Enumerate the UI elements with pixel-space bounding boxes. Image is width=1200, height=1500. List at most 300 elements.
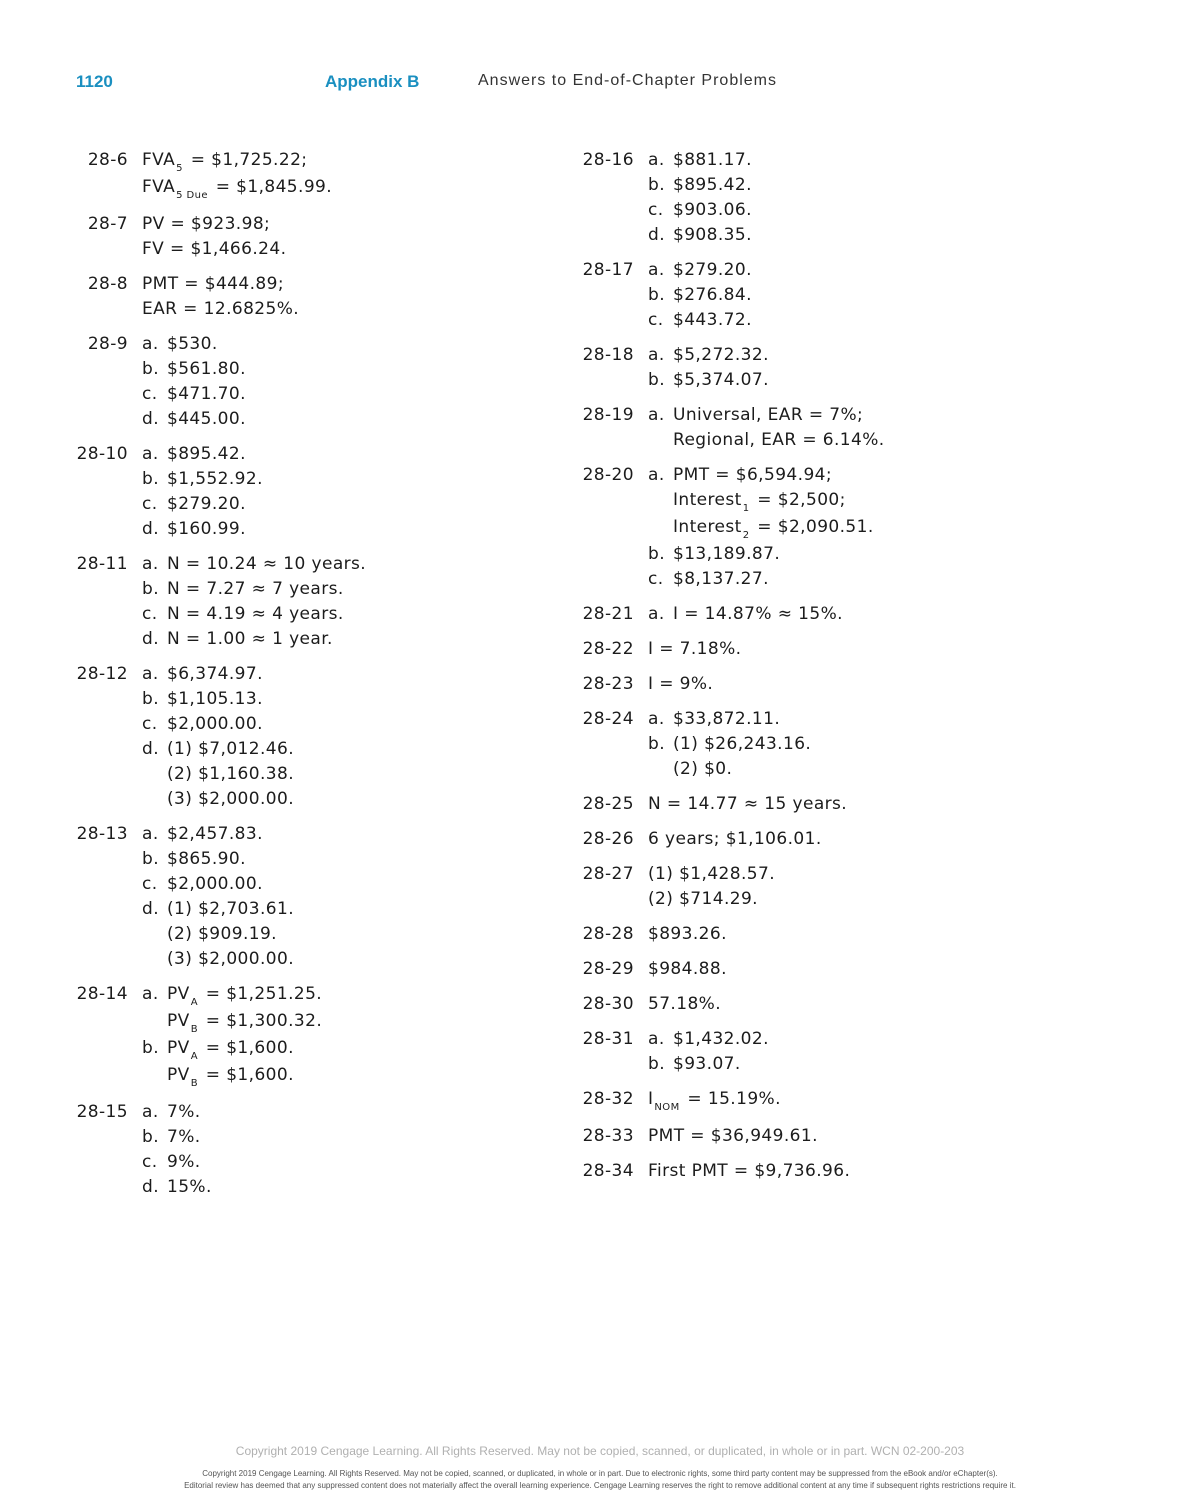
part-label: a. bbox=[648, 709, 665, 729]
text-fragment: (2) $714.29. bbox=[648, 889, 758, 909]
answer-line bbox=[648, 1124, 818, 1149]
answer-text bbox=[673, 258, 752, 283]
problem-number: 28-20 bbox=[582, 465, 634, 485]
answer-line bbox=[648, 308, 752, 333]
problem-answer bbox=[566, 1124, 1126, 1149]
problem-answer bbox=[566, 792, 1126, 817]
answer-body bbox=[128, 212, 286, 262]
part-label bbox=[142, 922, 167, 947]
answer-body bbox=[634, 343, 769, 393]
part-label: a. bbox=[648, 150, 665, 170]
answer-text bbox=[167, 382, 246, 407]
answer-body bbox=[128, 332, 246, 432]
answer-text bbox=[142, 148, 307, 175]
problem-answer bbox=[566, 403, 1126, 453]
answer-line bbox=[648, 792, 847, 817]
answer-line bbox=[142, 1009, 322, 1036]
text-fragment: PV = $923.98; bbox=[142, 214, 271, 234]
answer-text bbox=[673, 148, 752, 173]
answer-text bbox=[648, 792, 847, 817]
answer-line bbox=[648, 1159, 850, 1184]
text-fragment: $471.70. bbox=[167, 384, 246, 404]
answer-body bbox=[634, 827, 822, 852]
answer-line bbox=[648, 1087, 781, 1114]
answer-line bbox=[142, 492, 263, 517]
answer-body bbox=[634, 258, 752, 333]
part-label bbox=[142, 787, 167, 812]
problem-number: 28-7 bbox=[87, 214, 128, 234]
answer-text bbox=[142, 237, 286, 262]
problem-answer bbox=[60, 148, 530, 202]
answer-line bbox=[142, 1150, 212, 1175]
answer-line bbox=[648, 922, 727, 947]
problem-number: 28-18 bbox=[582, 345, 634, 365]
part-label: b. bbox=[142, 849, 159, 869]
part-label: a. bbox=[142, 334, 159, 354]
answer-line bbox=[142, 357, 246, 382]
answer-line bbox=[648, 637, 741, 662]
answer-text bbox=[167, 467, 263, 492]
answer-body bbox=[634, 1159, 850, 1184]
text-fragment: I = 9%. bbox=[648, 674, 714, 694]
subscript: NOM bbox=[654, 1102, 680, 1113]
text-fragment: 6 years; $1,106.01. bbox=[648, 829, 822, 849]
text-fragment: I bbox=[648, 1089, 654, 1109]
part-label: b. bbox=[648, 734, 665, 754]
text-fragment: Interest bbox=[673, 490, 742, 510]
part-label: a. bbox=[142, 664, 159, 684]
text-fragment: $2,000.00. bbox=[167, 714, 263, 734]
answer-line bbox=[648, 258, 752, 283]
text-fragment: $865.90. bbox=[167, 849, 246, 869]
part-label: a. bbox=[142, 824, 159, 844]
answer-line bbox=[142, 552, 366, 577]
part-label: b. bbox=[142, 1127, 159, 1147]
answer-text bbox=[673, 488, 846, 515]
answer-text bbox=[167, 922, 277, 947]
answers-right-column bbox=[566, 148, 1126, 1194]
text-fragment: Interest bbox=[673, 517, 742, 537]
problem-number: 28-28 bbox=[582, 924, 634, 944]
problem-number: 28-24 bbox=[582, 709, 634, 729]
answer-text bbox=[167, 712, 263, 737]
answer-line bbox=[648, 403, 885, 428]
problem-answer bbox=[60, 332, 530, 432]
answer-text bbox=[167, 332, 218, 357]
problem-number: 28-30 bbox=[582, 994, 634, 1014]
text-fragment: $530. bbox=[167, 334, 218, 354]
answer-body bbox=[634, 148, 752, 248]
text-fragment: Regional, EAR = 6.14%. bbox=[673, 430, 885, 450]
answer-line bbox=[142, 847, 294, 872]
part-label: b. bbox=[142, 359, 159, 379]
answer-line bbox=[648, 283, 752, 308]
answer-text bbox=[673, 428, 885, 453]
answer-line bbox=[142, 897, 294, 922]
answer-line bbox=[648, 515, 874, 542]
text-fragment: $445.00. bbox=[167, 409, 246, 429]
answer-text bbox=[648, 862, 775, 887]
text-fragment: $881.17. bbox=[673, 150, 752, 170]
answer-body bbox=[128, 552, 366, 652]
text-fragment: (1) $7,012.46. bbox=[167, 739, 295, 759]
part-label: a. bbox=[142, 554, 159, 574]
part-label bbox=[142, 1063, 167, 1090]
text-fragment: = $1,725.22; bbox=[184, 150, 308, 170]
text-fragment: PV bbox=[167, 1065, 190, 1085]
answer-body bbox=[634, 1087, 781, 1114]
text-fragment: EAR = 12.6825%. bbox=[142, 299, 300, 319]
answer-text bbox=[673, 732, 811, 757]
text-fragment: (3) $2,000.00. bbox=[167, 949, 295, 969]
problem-number: 28-21 bbox=[582, 604, 634, 624]
problem-answer bbox=[60, 662, 530, 812]
problem-number: 28-32 bbox=[582, 1089, 634, 1109]
text-fragment: (3) $2,000.00. bbox=[167, 789, 295, 809]
text-fragment: (2) $0. bbox=[673, 759, 733, 779]
answer-text bbox=[648, 1087, 781, 1114]
text-fragment: = $1,600. bbox=[199, 1038, 294, 1058]
part-label: b. bbox=[142, 579, 159, 599]
problem-number: 28-26 bbox=[582, 829, 634, 849]
part-label: a. bbox=[142, 444, 159, 464]
problem-answer bbox=[566, 637, 1126, 662]
text-fragment: = $1,300.32. bbox=[199, 1011, 323, 1031]
part-label: b. bbox=[648, 285, 665, 305]
problem-number: 28-13 bbox=[76, 824, 128, 844]
answer-line bbox=[142, 872, 294, 897]
answer-line bbox=[142, 407, 246, 432]
text-fragment: $8,137.27. bbox=[673, 569, 769, 589]
problem-number: 28-22 bbox=[582, 639, 634, 659]
part-label: c. bbox=[648, 569, 664, 589]
part-label: d. bbox=[142, 1177, 159, 1197]
answer-line bbox=[142, 517, 263, 542]
part-label: a. bbox=[648, 465, 665, 485]
subscript: 5 bbox=[176, 163, 183, 174]
answer-line bbox=[142, 272, 299, 297]
answer-text bbox=[673, 283, 752, 308]
text-fragment: $2,457.83. bbox=[167, 824, 263, 844]
problem-answer bbox=[566, 148, 1126, 248]
answer-line bbox=[648, 148, 752, 173]
problem-answer bbox=[566, 707, 1126, 782]
part-label bbox=[648, 488, 673, 515]
problem-number: 28-17 bbox=[582, 260, 634, 280]
subscript: A bbox=[190, 1051, 198, 1062]
part-label: d. bbox=[142, 519, 159, 539]
answer-text bbox=[167, 1063, 294, 1090]
answer-body bbox=[634, 637, 741, 662]
answer-line bbox=[142, 175, 332, 202]
answer-body bbox=[634, 1027, 769, 1077]
problem-answer bbox=[60, 982, 530, 1090]
answer-text bbox=[167, 982, 322, 1009]
answer-line bbox=[142, 467, 263, 492]
answer-body bbox=[128, 662, 294, 812]
part-label: d. bbox=[142, 409, 159, 429]
answer-line bbox=[648, 542, 874, 567]
subscript: B bbox=[190, 1078, 198, 1089]
part-label bbox=[648, 428, 673, 453]
problem-answer bbox=[566, 922, 1126, 947]
answer-line bbox=[648, 827, 822, 852]
problem-number: 28-27 bbox=[582, 864, 634, 884]
answer-line bbox=[142, 1125, 212, 1150]
part-label: b. bbox=[142, 689, 159, 709]
answer-text bbox=[167, 357, 246, 382]
text-fragment: $895.42. bbox=[167, 444, 246, 464]
subscript: 1 bbox=[742, 503, 750, 514]
answer-text bbox=[673, 515, 874, 542]
answer-text bbox=[167, 517, 246, 542]
answer-text bbox=[167, 1175, 212, 1200]
answer-text bbox=[648, 827, 822, 852]
text-fragment: N = 4.19 ≈ 4 years. bbox=[167, 604, 344, 624]
problem-answer bbox=[566, 1027, 1126, 1077]
answer-text bbox=[673, 343, 769, 368]
answer-text bbox=[673, 602, 843, 627]
part-label: b. bbox=[142, 469, 159, 489]
text-fragment: PMT = $444.89; bbox=[142, 274, 284, 294]
part-label: d. bbox=[648, 225, 665, 245]
text-fragment: (1) $26,243.16. bbox=[673, 734, 812, 754]
answer-text bbox=[167, 1150, 201, 1175]
answer-text bbox=[167, 577, 344, 602]
problem-number: 28-14 bbox=[76, 984, 128, 1004]
answer-text bbox=[167, 762, 294, 787]
part-label: c. bbox=[142, 1152, 158, 1172]
answer-body bbox=[128, 272, 299, 322]
part-label bbox=[142, 1009, 167, 1036]
answer-body bbox=[634, 992, 721, 1017]
text-fragment: FV = $1,466.24. bbox=[142, 239, 287, 259]
problem-answer bbox=[566, 672, 1126, 697]
answer-text bbox=[167, 847, 246, 872]
part-label: a. bbox=[142, 1102, 159, 1122]
text-fragment: = $1,251.25. bbox=[199, 984, 323, 1004]
answer-text bbox=[167, 737, 294, 762]
part-label: d. bbox=[142, 629, 159, 649]
answer-line bbox=[142, 737, 294, 762]
answer-text bbox=[167, 897, 294, 922]
problem-answer bbox=[566, 463, 1126, 592]
text-fragment: $1,432.02. bbox=[673, 1029, 769, 1049]
answer-text bbox=[142, 297, 299, 322]
page-header bbox=[0, 70, 1200, 98]
text-fragment: N = 7.27 ≈ 7 years. bbox=[167, 579, 344, 599]
problem-number: 28-25 bbox=[582, 794, 634, 814]
problem-number: 28-11 bbox=[76, 554, 128, 574]
answer-line bbox=[648, 732, 811, 757]
text-fragment: First PMT = $9,736.96. bbox=[648, 1161, 851, 1181]
answer-text bbox=[648, 672, 713, 697]
text-fragment: $5,272.32. bbox=[673, 345, 769, 365]
text-fragment: 7%. bbox=[167, 1102, 201, 1122]
answer-text bbox=[673, 567, 769, 592]
answer-line bbox=[648, 862, 775, 887]
answer-body bbox=[128, 442, 263, 542]
answer-line bbox=[648, 488, 874, 515]
answer-text bbox=[648, 637, 741, 662]
problem-answer bbox=[566, 862, 1126, 912]
answer-line bbox=[142, 297, 299, 322]
text-fragment: I = 7.18%. bbox=[648, 639, 742, 659]
problem-number: 28-6 bbox=[87, 150, 128, 170]
answer-text bbox=[673, 368, 769, 393]
answer-line bbox=[142, 712, 294, 737]
part-label: a. bbox=[648, 345, 665, 365]
answer-text bbox=[648, 1124, 818, 1149]
answer-line bbox=[142, 212, 286, 237]
text-fragment: $279.20. bbox=[167, 494, 246, 514]
answer-line bbox=[142, 577, 366, 602]
answer-line bbox=[648, 343, 769, 368]
answer-text bbox=[167, 1100, 201, 1125]
answer-text bbox=[648, 887, 758, 912]
answer-text bbox=[167, 1009, 322, 1036]
answer-body bbox=[634, 862, 775, 912]
text-fragment: = $1,600. bbox=[199, 1065, 294, 1085]
problem-number: 28-23 bbox=[582, 674, 634, 694]
text-fragment: $893.26. bbox=[648, 924, 727, 944]
answer-text bbox=[648, 992, 721, 1017]
text-fragment: N = 10.24 ≈ 10 years. bbox=[167, 554, 367, 574]
part-label: b. bbox=[648, 1054, 665, 1074]
answer-line bbox=[142, 1100, 212, 1125]
part-label: c. bbox=[142, 384, 158, 404]
answer-text bbox=[648, 1159, 850, 1184]
problem-answer bbox=[566, 1087, 1126, 1114]
answer-line bbox=[648, 567, 874, 592]
answer-text bbox=[167, 1036, 294, 1063]
problem-answer bbox=[566, 258, 1126, 333]
answer-line bbox=[648, 957, 727, 982]
answer-line bbox=[648, 707, 811, 732]
problem-number: 28-29 bbox=[582, 959, 634, 979]
text-fragment: (2) $1,160.38. bbox=[167, 764, 295, 784]
text-fragment: $33,872.11. bbox=[673, 709, 781, 729]
problem-number: 28-10 bbox=[76, 444, 128, 464]
text-fragment: $5,374.07. bbox=[673, 370, 769, 390]
subscript: 2 bbox=[742, 530, 750, 541]
answer-text bbox=[673, 707, 780, 732]
answer-line bbox=[142, 237, 286, 262]
answer-text bbox=[167, 1125, 201, 1150]
answer-text bbox=[167, 602, 344, 627]
text-fragment: $279.20. bbox=[673, 260, 752, 280]
part-label bbox=[142, 762, 167, 787]
answer-line bbox=[648, 428, 885, 453]
text-fragment: FVA bbox=[142, 150, 176, 170]
answer-line bbox=[142, 822, 294, 847]
problem-number: 28-9 bbox=[87, 334, 128, 354]
answer-line bbox=[648, 463, 874, 488]
answer-text bbox=[673, 308, 752, 333]
text-fragment: PV bbox=[167, 984, 190, 1004]
part-label bbox=[648, 757, 673, 782]
problem-number: 28-34 bbox=[582, 1161, 634, 1181]
text-fragment: (1) $2,703.61. bbox=[167, 899, 295, 919]
part-label: c. bbox=[142, 874, 158, 894]
text-fragment: $276.84. bbox=[673, 285, 752, 305]
problem-number: 28-19 bbox=[582, 405, 634, 425]
appendix-label: Appendix B bbox=[325, 72, 420, 91]
text-fragment: (1) $1,428.57. bbox=[648, 864, 776, 884]
part-label: d. bbox=[142, 739, 159, 759]
copyright-notice: Copyright 2019 Cengage Learning. All Rights Reserved. May not be copied, scanned, or duplicated, in whole or in part. WCN 02-200-203 bbox=[235, 1444, 965, 1458]
text-fragment: $895.42. bbox=[673, 175, 752, 195]
answer-text bbox=[142, 212, 270, 237]
problem-answer bbox=[60, 822, 530, 972]
text-fragment: I = 14.87% ≈ 15%. bbox=[673, 604, 843, 624]
answer-body bbox=[634, 403, 885, 453]
problem-number: 28-33 bbox=[582, 1126, 634, 1146]
answer-line bbox=[142, 1175, 212, 1200]
answer-line bbox=[142, 982, 322, 1009]
problem-answer bbox=[60, 442, 530, 542]
part-label: c. bbox=[142, 494, 158, 514]
text-fragment: $561.80. bbox=[167, 359, 246, 379]
answer-text bbox=[142, 175, 332, 202]
answer-body bbox=[634, 922, 727, 947]
page-number: 1120 bbox=[76, 72, 113, 91]
problem-number: 28-12 bbox=[76, 664, 128, 684]
problem-number: 28-8 bbox=[87, 274, 128, 294]
answer-line bbox=[142, 762, 294, 787]
answer-line bbox=[142, 1063, 322, 1090]
answer-text bbox=[167, 787, 294, 812]
answer-text bbox=[673, 1027, 769, 1052]
problem-number: 28-15 bbox=[76, 1102, 128, 1122]
answer-text bbox=[167, 872, 263, 897]
text-fragment: $984.88. bbox=[648, 959, 727, 979]
text-fragment: = $2,090.51. bbox=[751, 517, 874, 537]
answer-body bbox=[634, 1124, 818, 1149]
problem-answer bbox=[60, 1100, 530, 1200]
answer-line bbox=[648, 672, 713, 697]
answer-line bbox=[648, 173, 752, 198]
subscript: 5 Due bbox=[176, 190, 208, 201]
problem-answer bbox=[566, 827, 1126, 852]
problem-answer bbox=[566, 957, 1126, 982]
part-label: a. bbox=[648, 405, 665, 425]
answers-left-column bbox=[60, 148, 530, 1210]
subscript: B bbox=[190, 1024, 198, 1035]
answer-line bbox=[142, 332, 246, 357]
fine-print-line: Editorial review has deemed that any suppressed content does not materially affect the overall learning experience. Cengage Learning reserves the right to remove additional content at any time if subsequent rights restrictions require it. bbox=[184, 1481, 1016, 1490]
answer-line bbox=[142, 947, 294, 972]
part-label bbox=[142, 947, 167, 972]
text-fragment: PV bbox=[167, 1038, 190, 1058]
answer-body bbox=[634, 957, 727, 982]
answer-body bbox=[634, 602, 843, 627]
answer-text bbox=[167, 407, 246, 432]
answer-text bbox=[167, 822, 263, 847]
text-fragment: PMT = $6,594.94; bbox=[673, 465, 833, 485]
problem-answer bbox=[566, 1159, 1126, 1184]
answer-line bbox=[648, 1027, 769, 1052]
answer-body bbox=[128, 148, 332, 202]
text-fragment: = $1,845.99. bbox=[209, 177, 333, 197]
answer-text bbox=[673, 542, 780, 567]
text-fragment: = 15.19%. bbox=[681, 1089, 781, 1109]
answer-text bbox=[673, 223, 752, 248]
part-label: c. bbox=[142, 604, 158, 624]
text-fragment: $908.35. bbox=[673, 225, 752, 245]
text-fragment: FVA bbox=[142, 177, 176, 197]
text-fragment: $903.06. bbox=[673, 200, 752, 220]
